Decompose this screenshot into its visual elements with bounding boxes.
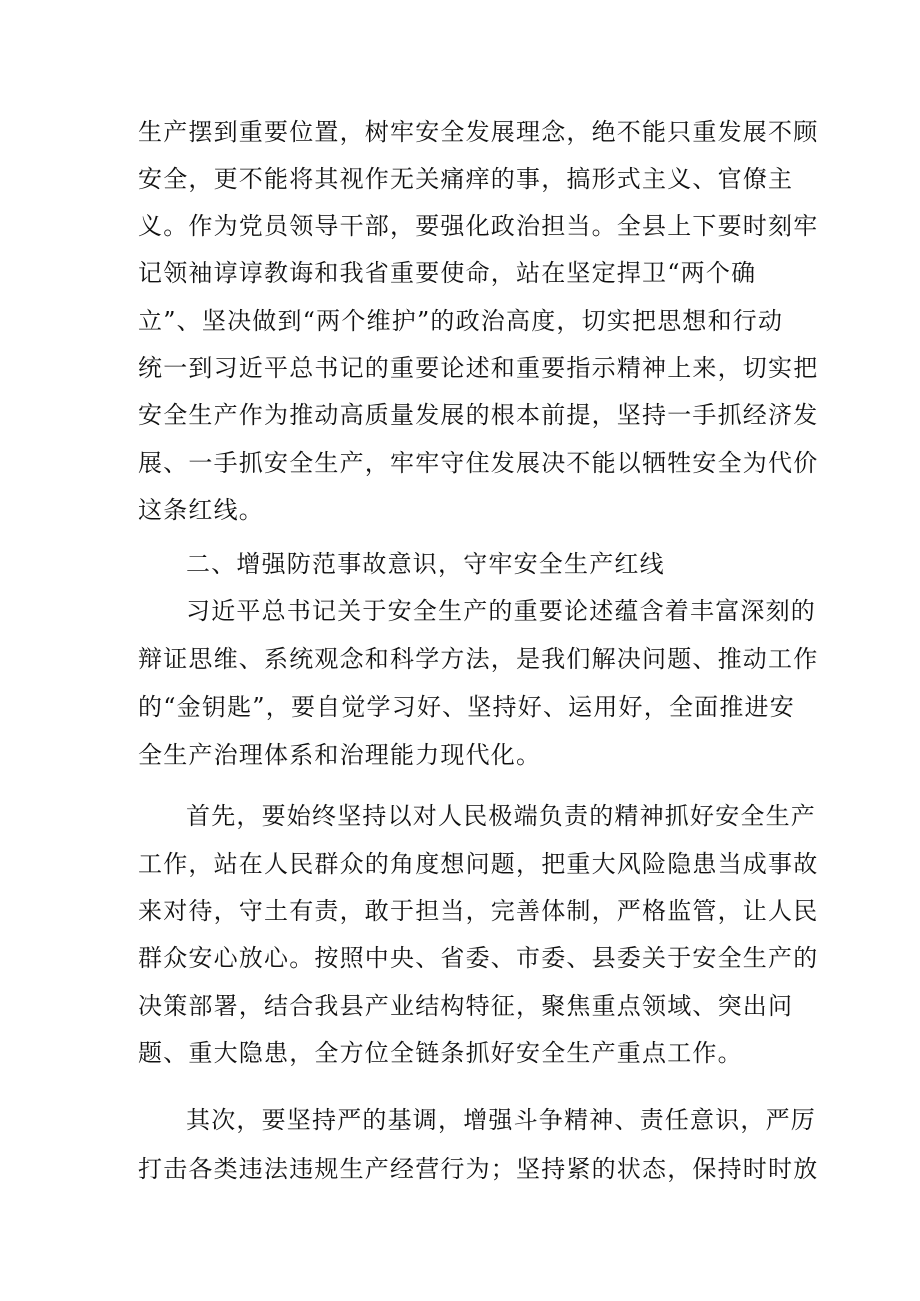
- text-line: 首先，要始终坚持以对人民极端负责的精神抓好安全生产: [186, 802, 816, 830]
- text-line: 其次，要坚持严的基调，增强斗争精神、责任意识，严厉: [186, 1106, 816, 1134]
- text-line: 习近平总书记关于安全生产的重要论述蕴含着丰富深刻的: [186, 597, 816, 625]
- text-line: 义。作为党员领导干部，要强化政治担当。全县上下要时刻牢: [138, 212, 819, 240]
- text-line: 题、重大隐患，全方位全链条抓好安全生产重点工作。: [138, 1039, 743, 1067]
- text-line: 立”、坚决做到“两个维护”的政治高度，切实把思想和行动: [138, 307, 784, 335]
- text-line: 来对待，守土有责，敢于担当，完善体制，严格监管，让人民: [138, 897, 819, 925]
- section-heading: 二、增强防范事故意识，守牢安全生产红线: [186, 550, 665, 578]
- text-line: 统一到习近平总书记的重要论述和重要指示精神上来，切实把: [138, 354, 819, 382]
- text-line: 群众安心放心。按照中央、省委、市委、县委关于安全生产的: [138, 944, 819, 972]
- text-line: 全生产治理体系和治理能力现代化。: [138, 741, 542, 769]
- text-line: 辩证思维、系统观念和科学方法，是我们解决问题、推动工作: [138, 645, 819, 673]
- text-line: 安全生产作为推动高质量发展的根本前提，坚持一手抓经济发: [138, 401, 819, 429]
- text-line: 展、一手抓安全生产，牢牢守住发展决不能以牺牲安全为代价: [138, 449, 819, 477]
- text-line: 安全，更不能将其视作无关痛痒的事，搞形式主义、官僚主: [138, 165, 794, 193]
- text-line: 记领袖谆谆教诲和我省重要使命，站在坚定捍卫“两个确: [138, 259, 757, 287]
- text-line: 工作，站在人民群众的角度想问题，把重大风险隐患当成事故: [138, 850, 819, 878]
- text-line: 的“金钥匙”，要自觉学习好、坚持好、运用好，全面推进安: [138, 693, 795, 721]
- text-line: 决策部署，结合我县产业结构特征，聚焦重点领域、突出问: [138, 992, 794, 1020]
- text-line: 这条红线。: [138, 496, 264, 524]
- text-line: 打击各类违法违规生产经营行为；坚持紧的状态，保持时时放: [138, 1155, 819, 1183]
- text-line: 生产摆到重要位置，树牢安全发展理念，绝不能只重发展不顾: [138, 118, 819, 146]
